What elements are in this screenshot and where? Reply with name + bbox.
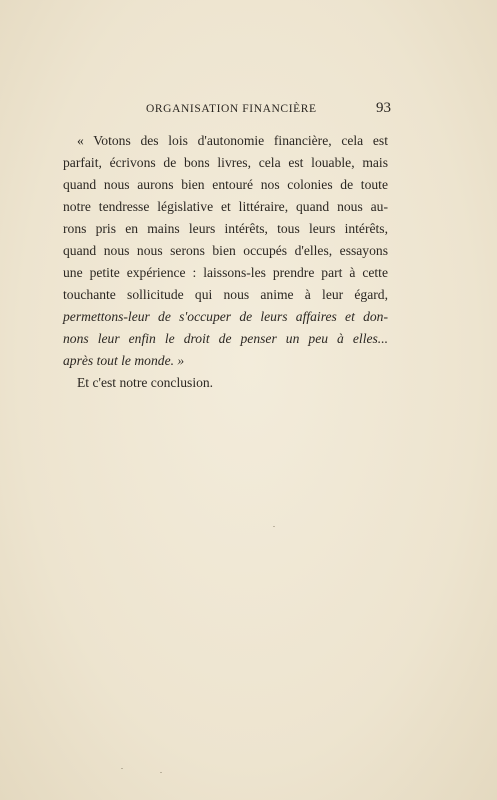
italic-text-line: permettons-leur de s'occuper de leurs affaires et don- (63, 309, 388, 324)
text-line: quand nous aurons bien entouré nos colonies de toute (63, 177, 388, 192)
italic-text-line: nons leur enfin le droit de penser un peu à elles... (63, 331, 388, 346)
italic-text-line: après tout le monde. » (63, 353, 185, 368)
page-number: 93 (376, 100, 391, 116)
paper-speck (160, 772, 162, 773)
paper-speck (121, 768, 123, 769)
paper-speck (273, 526, 275, 527)
running-title: ORGANISATION FINANCIÈRE (146, 103, 317, 115)
body-text (63, 130, 388, 394)
text-line: notre tendresse législative et littéraire, quand nous au- (63, 199, 388, 214)
text-line: une petite expérience : laissons-les prendre part à cette (63, 265, 388, 280)
text-line: touchante sollicitude qui nous anime à leur égard, (63, 287, 388, 302)
text-line: rons pris en mains leurs intérêts, tous leurs intérêts, (63, 221, 388, 236)
text-line: quand nous nous serons bien occupés d'elles, essayons (63, 243, 388, 258)
conclusion-line: Et c'est notre conclusion. (77, 375, 214, 390)
text-line: « Votons des lois d'autonomie financière, cela est (77, 133, 388, 148)
text-line: parfait, écrivons de bons livres, cela est louable, mais (63, 155, 388, 170)
